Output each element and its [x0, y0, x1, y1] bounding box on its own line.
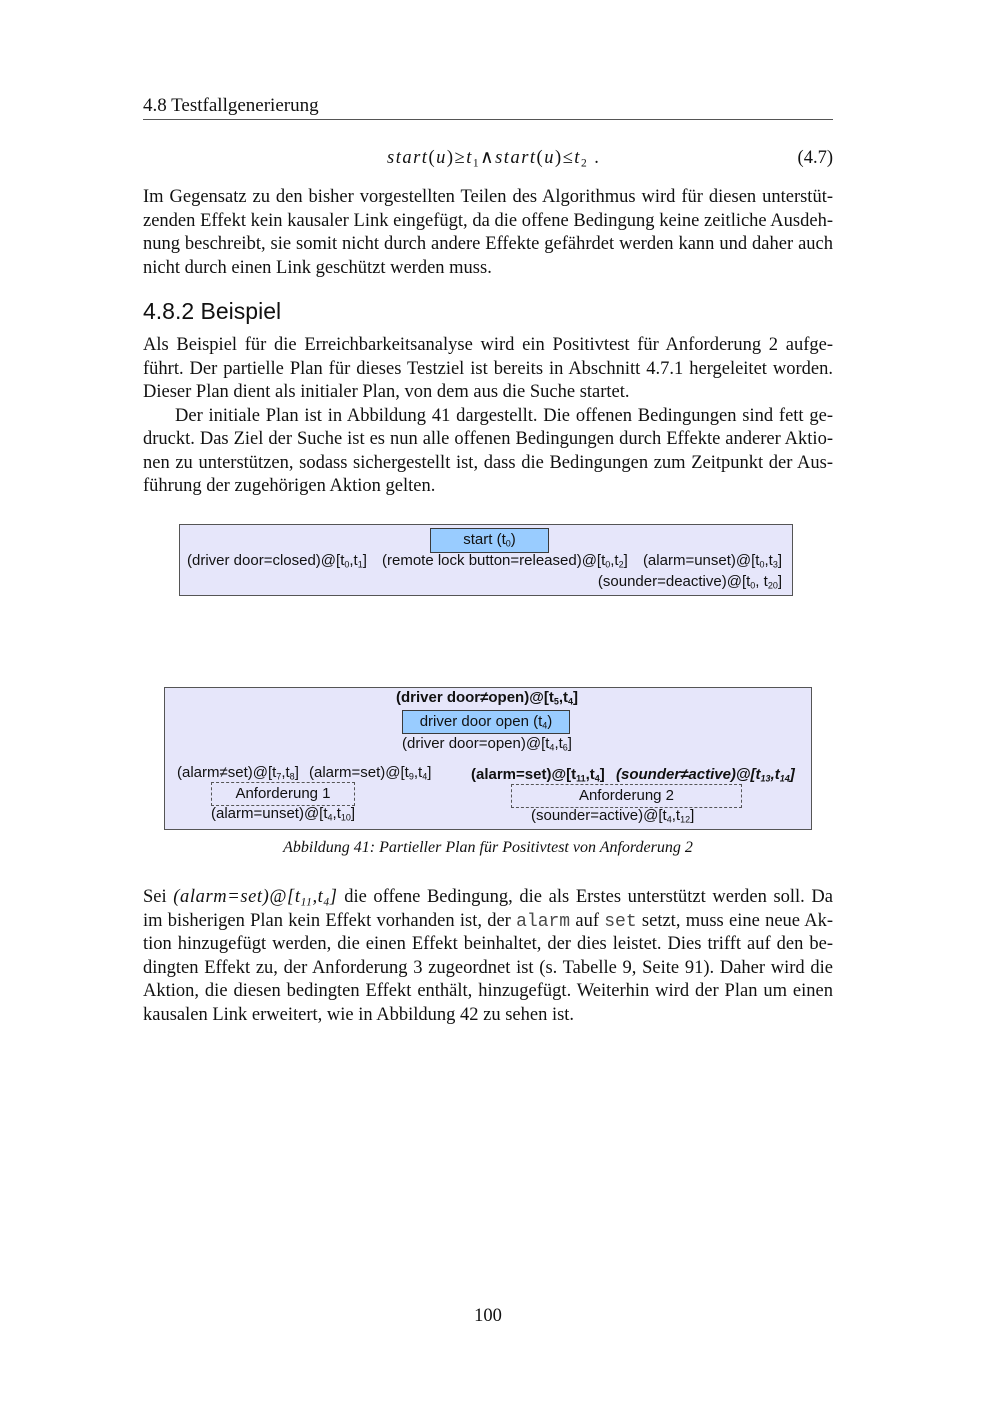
text-line: Dieser Plan dient als initialer Plan, von dem aus die Suche startet. [143, 382, 630, 402]
text-line: druckt. Das Ziel der Suche ist es nun alle offenen Bedingungen durch Effekte anderer Aktio- [143, 429, 833, 449]
section-heading: 4.8.2 Beispiel [143, 298, 282, 324]
requirement-1-condition: $(alarm=set)@[t_9,t_4]$ [309, 764, 432, 782]
inline-mono: set [604, 911, 637, 932]
subscript: 20 [767, 580, 778, 591]
effect-driver-door-closed: (driver $door=closed)@[t_0,t_1]$ [187, 552, 367, 570]
subscript: 8 [289, 771, 295, 782]
text-line: im bisherigen Plan kein Effekt vorhanden ist, der alarm auf set setzt, muss eine neue Ak- [143, 910, 833, 932]
subscript: 4 [666, 814, 672, 825]
subscript: 5 [553, 696, 559, 707]
text-line: Sei $(alarm=set)@[t_{11},t_4]$ die offene Bedingung, die als Erstes unterstützt werden soll. Da [143, 887, 834, 909]
text-line: Aktion, die diesen bedingten Effekt enthält, hinzugefügt. Weiterhin wird der Plan um einen [143, 981, 833, 1001]
running-header: 4.8 Testfallgenerierung [143, 95, 319, 116]
requirement-1-box: Anforderung 1 [211, 782, 355, 806]
requirement-1-condition: $(alarm\ne set)@[t_7,t_8]$ [177, 764, 299, 782]
subscript: 0 [344, 559, 350, 570]
text-line: tion hinzugefügt werden, die einen Effekt beinhaltet, der dies leistet. Dies trifft auf den be- [143, 934, 833, 954]
subscript: 4 [549, 742, 555, 753]
subscript: 4 [594, 773, 600, 784]
subscript: 0 [505, 538, 511, 549]
effect-driver-door-open: (driver $door=open)@[t_4,t_6]$ [402, 735, 572, 753]
equation-number: (4.7) [797, 148, 833, 168]
figure-initial-plan [179, 524, 793, 596]
inline-mono: alarm [516, 911, 571, 932]
subscript: 6 [562, 742, 568, 753]
inline-i: start [387, 148, 429, 168]
subscript: 10 [340, 812, 351, 823]
subscript: 0 [759, 559, 765, 570]
effect-alarm-unset: $(alarm=unset)@[t_0,t_3]$ [642, 552, 782, 570]
subscript: 1 [357, 559, 363, 570]
paragraph-1 [143, 186, 833, 280]
text-line: zenden Effekt kein kausaler Link eingefügt, da die offene Bedingung keine zeitliche Ausdeh- [143, 210, 833, 231]
requirement-2-open-condition-alarm: $(alarm=set)@[t_{11},t_4]$ [471, 766, 605, 784]
subscript: 7 [276, 771, 282, 782]
equation-formula: $start(u)\ge t_1\wedge start(u)\le t_2$ . [387, 148, 601, 170]
requirement-2-effect: $(sounder=active)@[t_4,t_{12}]$ [531, 807, 695, 825]
inline-i: start [495, 148, 537, 168]
requirement-1-effect: $(alarm=unset)@[t_4,t_{10}]$ [211, 805, 356, 823]
subscript: 13 [760, 773, 771, 784]
subscript: 4 [568, 696, 574, 707]
subscript: 4 [323, 896, 330, 909]
subscript: 11 [576, 773, 586, 784]
text-line: Der initiale Plan ist in Abbildung 41 dargestellt. Die offenen Bedingungen sind fett ge- [175, 405, 833, 426]
driver-door-open-action-box: driver door open $(t_4)$ [402, 710, 570, 734]
start-action-box: start $(t_0)$ [430, 528, 549, 553]
subscript: 14 [779, 773, 790, 784]
effect-sounder-deactive: $(sounder=deactive)@[t_0$, $t_{20}$] [597, 573, 782, 591]
subscript: 0 [750, 580, 756, 591]
text-line: kausalen Link erweitert, wie in Abbildung 42 zu sehen ist. [143, 1004, 575, 1025]
subscript: 2 [580, 157, 589, 170]
requirement-2-open-condition-sounder: $(sounder\ne active)@[t_{13},t_{14}]$ [616, 766, 795, 784]
text-line: nen zu unterstützen, sodass sichergestellt ist, dass die Bedingungen zum Zeitpunkt der Aus- [143, 452, 833, 473]
inline-i: u [544, 148, 555, 168]
text-line: führt. Der partielle Plan für dieses Testziel ist bereits in Abschnitt 4.7.1 hergeleitet worden. [143, 358, 833, 379]
text-line: nung beschreibt, sie somit nicht durch andere Effekte gefährdet werden kann und daher auch [143, 234, 833, 254]
subscript: 2 [618, 559, 624, 570]
text-line: Im Gegensatz zu den bisher vorgestellten Teilen des Algorithmus wird für diesen unterstüt- [143, 187, 833, 207]
inline-math: $(alarm=set)@[t_{11},t_4]$ [173, 887, 338, 909]
paragraph-2-3 [143, 334, 833, 499]
requirement-2-box: Anforderung 2 [511, 784, 742, 808]
subscript: 9 [408, 771, 414, 782]
figure-caption: Abbildung 41: Partieller Plan für Positivtest von Anforderung 2 [283, 839, 693, 856]
page-number: 100 [474, 1306, 502, 1326]
text-line: Als Beispiel für die Erreichbarkeitsanalyse wird ein Positivtest für Anforderung 2 aufge- [143, 335, 833, 355]
subscript: 4 [422, 771, 428, 782]
subscript: 11 [300, 896, 313, 909]
inline-i: t [574, 148, 581, 168]
inline-i: t [466, 148, 473, 168]
subscript: 4 [327, 812, 333, 823]
subscript: 3 [772, 559, 778, 570]
effect-remote-lock-released: (remote lock $button=released)@[t_0,t_2]$ [382, 552, 628, 570]
subscript: 0 [605, 559, 611, 570]
subscript: 12 [680, 814, 691, 825]
text-line: dingten Effekt zu, der Anforderung 3 zugeordnet ist (s. Tabelle 9, Seite 91). Daher wird die [143, 957, 833, 978]
subscript: 4 [542, 720, 548, 731]
inline-i: u [436, 148, 447, 168]
text-line: nicht durch einen Link geschützt werden muss. [143, 257, 492, 278]
figure-partial-plan [164, 687, 812, 830]
header-rule [143, 119, 833, 120]
text-line: führung der zugehörigen Aktion gelten. [143, 476, 436, 496]
subscript: 1 [472, 157, 481, 170]
paragraph-4 [143, 886, 833, 1027]
open-condition-driver-door: (driver $door\ne open)@[t_5,t_4]$ [395, 689, 579, 707]
